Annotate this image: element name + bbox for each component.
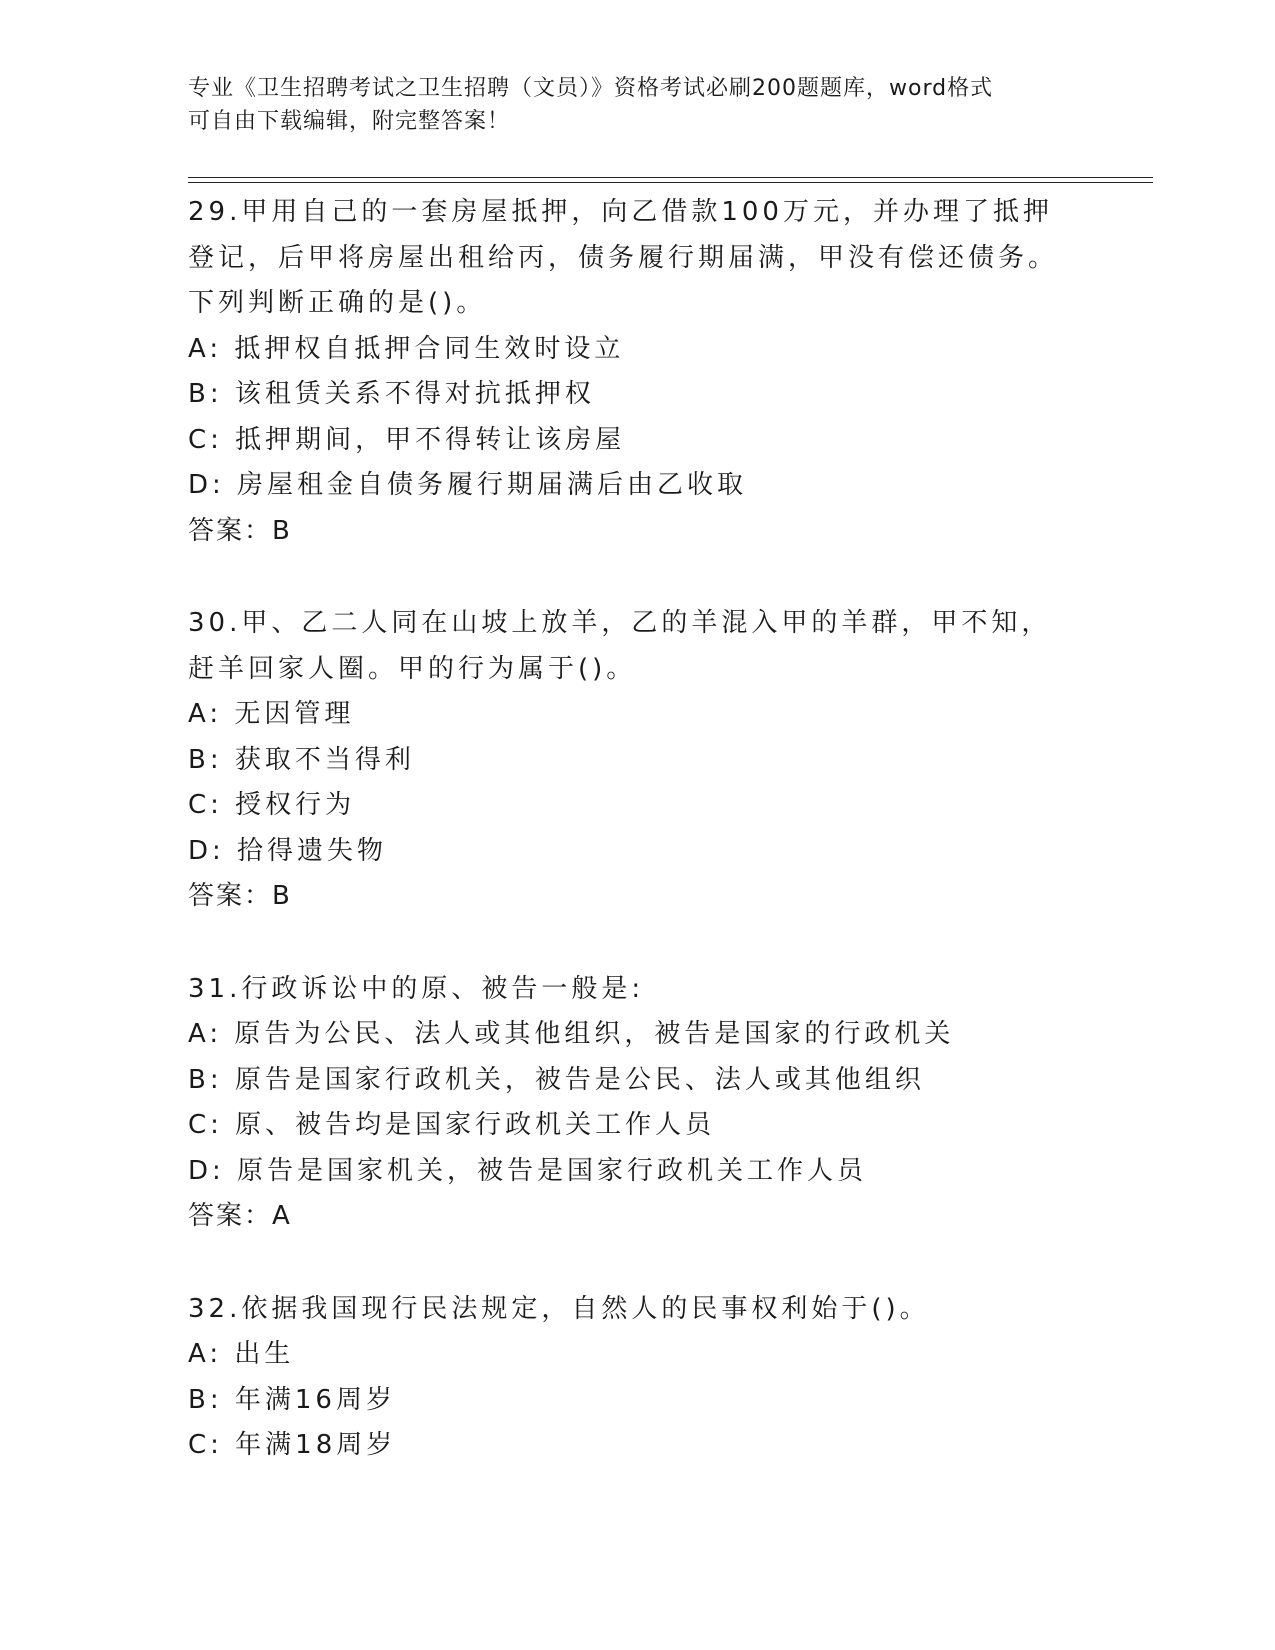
question-stem: 29.甲用自己的一套房屋抵押，向乙借款100万元，并办理了抵押登记，后甲将房屋出租给丙，债务履行期届满，甲没有偿还债务。下列判断正确的是()。: [188, 197, 1059, 318]
question-32: [188, 1287, 1148, 1469]
header-divider-top: [188, 177, 1153, 178]
document-header: [188, 72, 1088, 138]
question-spacer: [188, 554, 1148, 601]
option-d: D: 拾得遗失物: [188, 835, 388, 866]
question-spacer: [188, 1240, 1148, 1287]
question-spacer: [188, 920, 1148, 967]
option-d: D: 原告是国家机关，被告是国家行政机关工作人员: [188, 1155, 868, 1186]
option-d: D: 房屋租金自债务履行期届满后由乙收取: [188, 470, 748, 500]
answer-line: 答案：B: [188, 881, 292, 911]
question-stem: 32.依据我国现行民法规定，自然人的民事权利始于()。: [188, 1293, 930, 1324]
header-line-1: 专业《卫生招聘考试之卫生招聘（文员）》资格考试必刷200题题库，word格式: [188, 76, 994, 101]
option-c: C: 抵押期间，甲不得转让该房屋: [188, 424, 626, 455]
option-b: B: 年满16周岁: [188, 1384, 396, 1415]
question-stem: 30.甲、乙二人同在山坡上放羊，乙的羊混入甲的羊群，甲不知，赶羊回家人圈。甲的行为属于()。: [188, 608, 1052, 684]
option-b: B: 该租赁关系不得对抗抵押权: [188, 379, 595, 409]
option-c: C: 年满18周岁: [188, 1430, 397, 1460]
option-a: A: 无因管理: [188, 699, 355, 729]
question-31: [188, 967, 1148, 1240]
option-a: A: 抵押权自抵押合同生效时设立: [188, 333, 625, 364]
question-stem: 31.行政诉讼中的原、被告一般是:: [188, 973, 645, 1004]
answer-line: 答案：A: [188, 1201, 292, 1231]
option-a: A: 原告为公民、法人或其他组织，被告是国家的行政机关: [188, 1019, 955, 1049]
header-divider-bottom: [188, 182, 1153, 183]
header-line-2: 可自由下载编辑，附完整答案！: [188, 109, 511, 134]
option-b: B: 获取不当得利: [188, 744, 415, 775]
option-c: C: 原、被告均是国家行政机关工作人员: [188, 1110, 716, 1140]
question-29: [188, 190, 1148, 554]
option-a: A: 出生: [188, 1339, 295, 1369]
answer-line: 答案：B: [188, 515, 292, 546]
question-list: [188, 190, 1148, 1469]
option-c: C: 授权行为: [188, 790, 356, 820]
question-30: [188, 601, 1148, 920]
option-b: B: 原告是国家行政机关，被告是公民、法人或其他组织: [188, 1064, 925, 1095]
